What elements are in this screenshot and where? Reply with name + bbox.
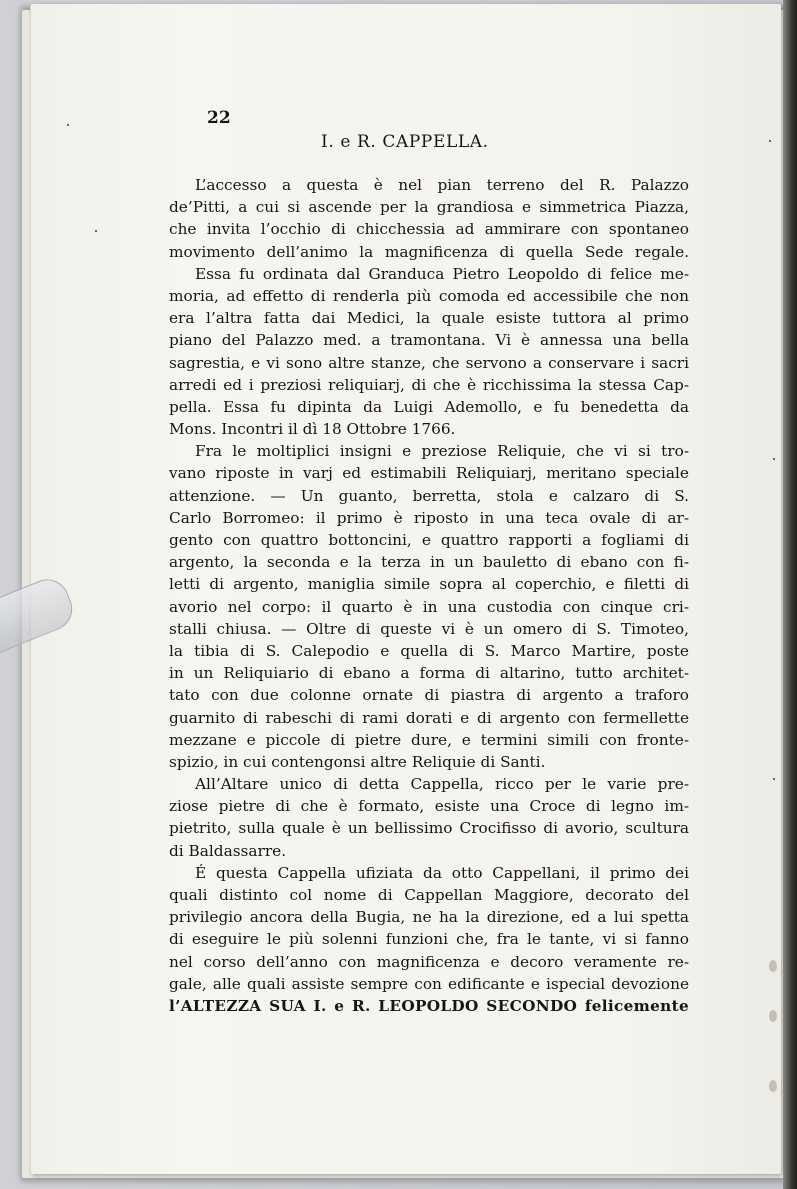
text-line: l’ALTEZZA SUA I. e R. LEOPOLDO SECONDO felicemente (169, 996, 689, 1015)
text-line: gale, alle quali assiste sempre con edificante e ispecial devozione (169, 974, 689, 993)
page-number: 22 (207, 108, 231, 128)
binding-hole (769, 1080, 777, 1092)
text-line: era l’altra fatta dai Medici, la quale esiste tuttora al primo (169, 309, 689, 328)
text-line: gento con quattro bottoncini, e quattro rapporti a fogliami di (169, 531, 689, 549)
text-line: quali distinto col nome di Cappellan Maggiore, decorato del (169, 886, 689, 904)
text-line: attenzione. — Un guanto, berretta, stola e calzaro di S. (169, 486, 689, 505)
text-line: di Baldassarre. (169, 841, 287, 860)
binding-holes (769, 0, 779, 1189)
paragraph-chaplains (169, 862, 689, 1017)
text-line: la tibia di S. Calepodio e quella di S. Marco Martire, poste (169, 641, 689, 660)
text-line: stalli chiusa. — Oltre di queste vi è un omero di S. Timoteo, (169, 619, 689, 638)
text-line: vano riposte in varj ed estimabili Reliquiarj, meritano speciale (169, 464, 689, 483)
text-line: di eseguire le più solenni funzioni che, fra le tante, vi si fanno (169, 930, 689, 949)
binding-hole (769, 1010, 777, 1022)
text-line: in un Reliquiario di ebano a forma di altarino, tutto architet- (169, 664, 689, 683)
text-line: L’accesso a questa è nel pian terreno del R. Palazzo (195, 176, 689, 194)
text-line: moria, ad effetto di renderla più comoda ed accessibile che non (169, 286, 689, 305)
page-content (31, 4, 781, 1174)
section-heading: I. e R. CAPPELLA. (321, 132, 489, 152)
text-line: che invita l’occhio di chicchessia ad ammirare con spontaneo (169, 220, 689, 239)
text-line: Essa fu ordinata dal Granduca Pietro Leopoldo di felice me- (195, 264, 689, 283)
text-line: privilegio ancora della Bugia, ne ha la direzione, ed a lui spetta (169, 908, 689, 927)
text-line: de’Pitti, a cui si ascende per la grandiosa e simmetrica Piazza, (169, 198, 689, 217)
text-line: Carlo Borromeo: il primo è riposto in una teca ovale di ar- (169, 508, 689, 527)
text-line: pietrito, sulla quale è un bellissimo Crocifisso di avorio, scultura (169, 819, 689, 838)
text-line: piano del Palazzo med. a tramontana. Vi è annessa una bella (169, 331, 689, 350)
text-line: mezzane e piccole di pietre dure, e termini simili con fronte- (169, 730, 689, 749)
text-line: spizio, in cui contengonsi altre Reliquie di Santi. (169, 752, 546, 771)
text-line: Fra le moltiplici insigni e preziose Reliquie, che vi si tro- (195, 442, 689, 461)
paragraph-history (169, 263, 689, 441)
text-line: ziose pietre di che è formato, esiste una Croce di legno im- (169, 797, 689, 816)
text-line: pella. Essa fu dipinta da Luigi Ademollo, e fu benedetta da (169, 397, 689, 416)
text-line: arredi ed i preziosi reliquiarj, di che è ricchissima la stessa Cap- (169, 375, 689, 394)
book-page (30, 4, 781, 1174)
text-line: tato con due colonne ornate di piastra di argento a traforo (169, 686, 689, 705)
binding-hole (769, 960, 777, 972)
text-line: movimento dell’animo la magnificenza di quella Sede regale. (169, 242, 689, 261)
text-line: guarnito di rabeschi di rami dorati e di argento con fermellette (169, 708, 689, 727)
text-line: sagrestia, e vi sono altre stanze, che servono a conservare i sacri (169, 353, 689, 372)
text-line: argento, la seconda e la terza in un bauletto di ebano con fi- (169, 553, 689, 572)
paragraph-altar (169, 773, 689, 862)
paragraph-relics (169, 440, 689, 773)
text-line: Mons. Incontri il dì 18 Ottobre 1766. (169, 420, 456, 439)
body-text (169, 174, 689, 1017)
paragraph-access (169, 174, 689, 263)
text-line: letti di argento, maniglia simile sopra al coperchio, e filetti di (169, 575, 689, 594)
text-line: avorio nel corpo: il quarto è in una custodia con cinque cri- (169, 597, 689, 616)
text-line: É questa Cappella ufiziata da otto Cappellani, il primo dei (195, 863, 689, 882)
text-line: All’Altare unico di detta Cappella, ricco per le varie pre- (195, 775, 689, 794)
text-line: nel corso dell’anno con magnificenza e decoro veramente re- (169, 952, 689, 971)
book-spine-shadow (783, 0, 797, 1189)
